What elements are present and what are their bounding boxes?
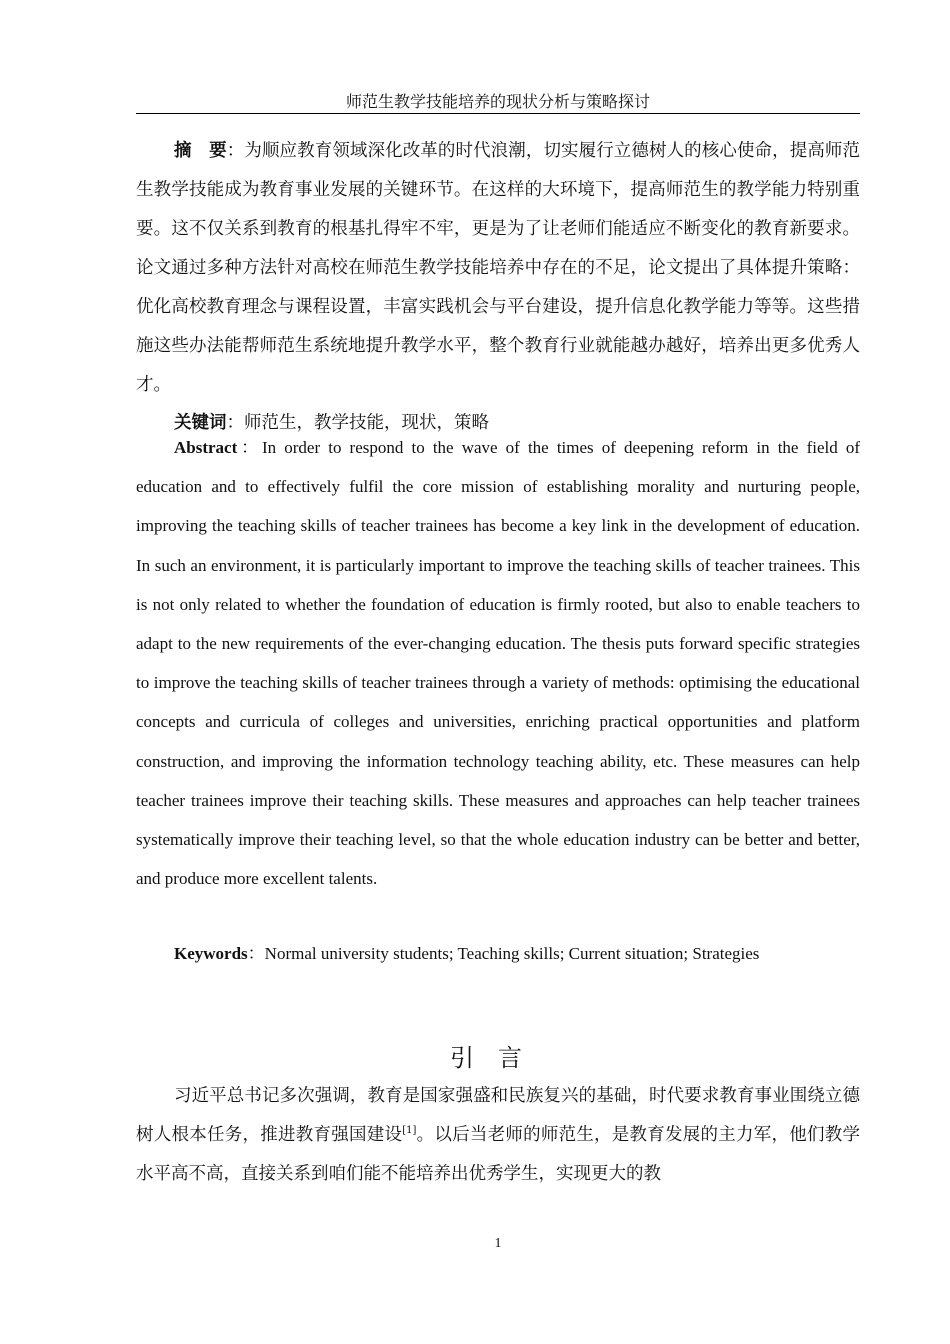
abstract-cn-sep: ： bbox=[226, 141, 245, 161]
keywords-cn-label: 关键词 bbox=[174, 413, 227, 433]
introduction-text-2: 。以后当老师的师范生，是教育发展的主力军，他们教学水平高不高，直接关系到咱们能不能培养出优秀学生，实现更大的教 bbox=[136, 1125, 861, 1184]
abstract-en-label: Abstract bbox=[174, 438, 238, 457]
keywords-cn-text: 师范生，教学技能，现状，策略 bbox=[244, 413, 489, 433]
introduction-text-1: 习近平总书记多次强调，教育是国家强盛和民族复兴的基础，时代要求教育事业围绕立德树人根本任务，推进教育强国建设 bbox=[136, 1086, 860, 1145]
running-header: 师范生教学技能培养的现状分析与策略探讨 bbox=[345, 92, 650, 111]
keywords-en-label: Keywords bbox=[174, 944, 248, 963]
abstract-cn-label: 摘 要 bbox=[174, 141, 227, 161]
keywords-cn-sep: ： bbox=[226, 413, 244, 433]
introduction-title: 引言 bbox=[450, 1044, 546, 1072]
abstract-cn bbox=[136, 132, 860, 405]
citation-ref[interactable]: [1] bbox=[402, 1125, 417, 1136]
keywords-en bbox=[136, 934, 860, 973]
abstract-en bbox=[136, 428, 860, 898]
abstract-en-sep: ： bbox=[237, 438, 262, 457]
introduction-paragraph bbox=[136, 1077, 860, 1194]
header-rule bbox=[136, 113, 860, 114]
page-number: 1 bbox=[494, 1236, 502, 1251]
abstract-cn-text: 为顺应教育领域深化改革的时代浪潮，切实履行立德树人的核心使命，提高师范生教学技能成为教育事业发展的关键环节。在这样的大环境下，提高师范生的教学能力特别重要。这不仅关系到教育的根基扎得牢不牢，更是为了让老师们能适应不断变化的教育新要求。论文通过多种方法针对高校在师范生教学技能培养中存在的不足，论文提出了具体提升策略：优化高校教育理念与课程设置，丰富实践机会与平台建设，提升信息化教学能力等等。这些措施这些办法能帮师范生系统地提升教学水平，整个教育行业就能越办越好，培养出更多优秀人才。 bbox=[136, 141, 861, 395]
abstract-en-text: In order to respond to the wave of the times of deepening reform in the field of education and to effectively fulfil the core mission of establishing morality and nurturing people, improving the teaching skills of teacher trainees has become a key link in the development of education. In such an environment, it is particularly important to improve the teaching skills of teacher trainees. This is not only related to whether the foundation of education is firmly rooted, but also to enable teachers to adapt to the new requirements of the ever-changing education. The thesis puts forward specific strategies to improve the teaching skills of teacher trainees through a variety of methods: optimising the educational concepts and curricula of colleges and universities, enriching practical opportunities and platform construction, and improving the information technology teaching ability, etc. These measures can help teacher trainees improve their teaching skills. These measures and approaches can help teacher trainees systematically improve their teaching level, so that the whole education industry can be better and better, and produce more excellent talents. bbox=[136, 438, 860, 889]
keywords-en-sep: ： bbox=[247, 944, 265, 963]
keywords-en-text: Normal university students; Teaching skills; Current situation; Strategies bbox=[264, 944, 760, 963]
